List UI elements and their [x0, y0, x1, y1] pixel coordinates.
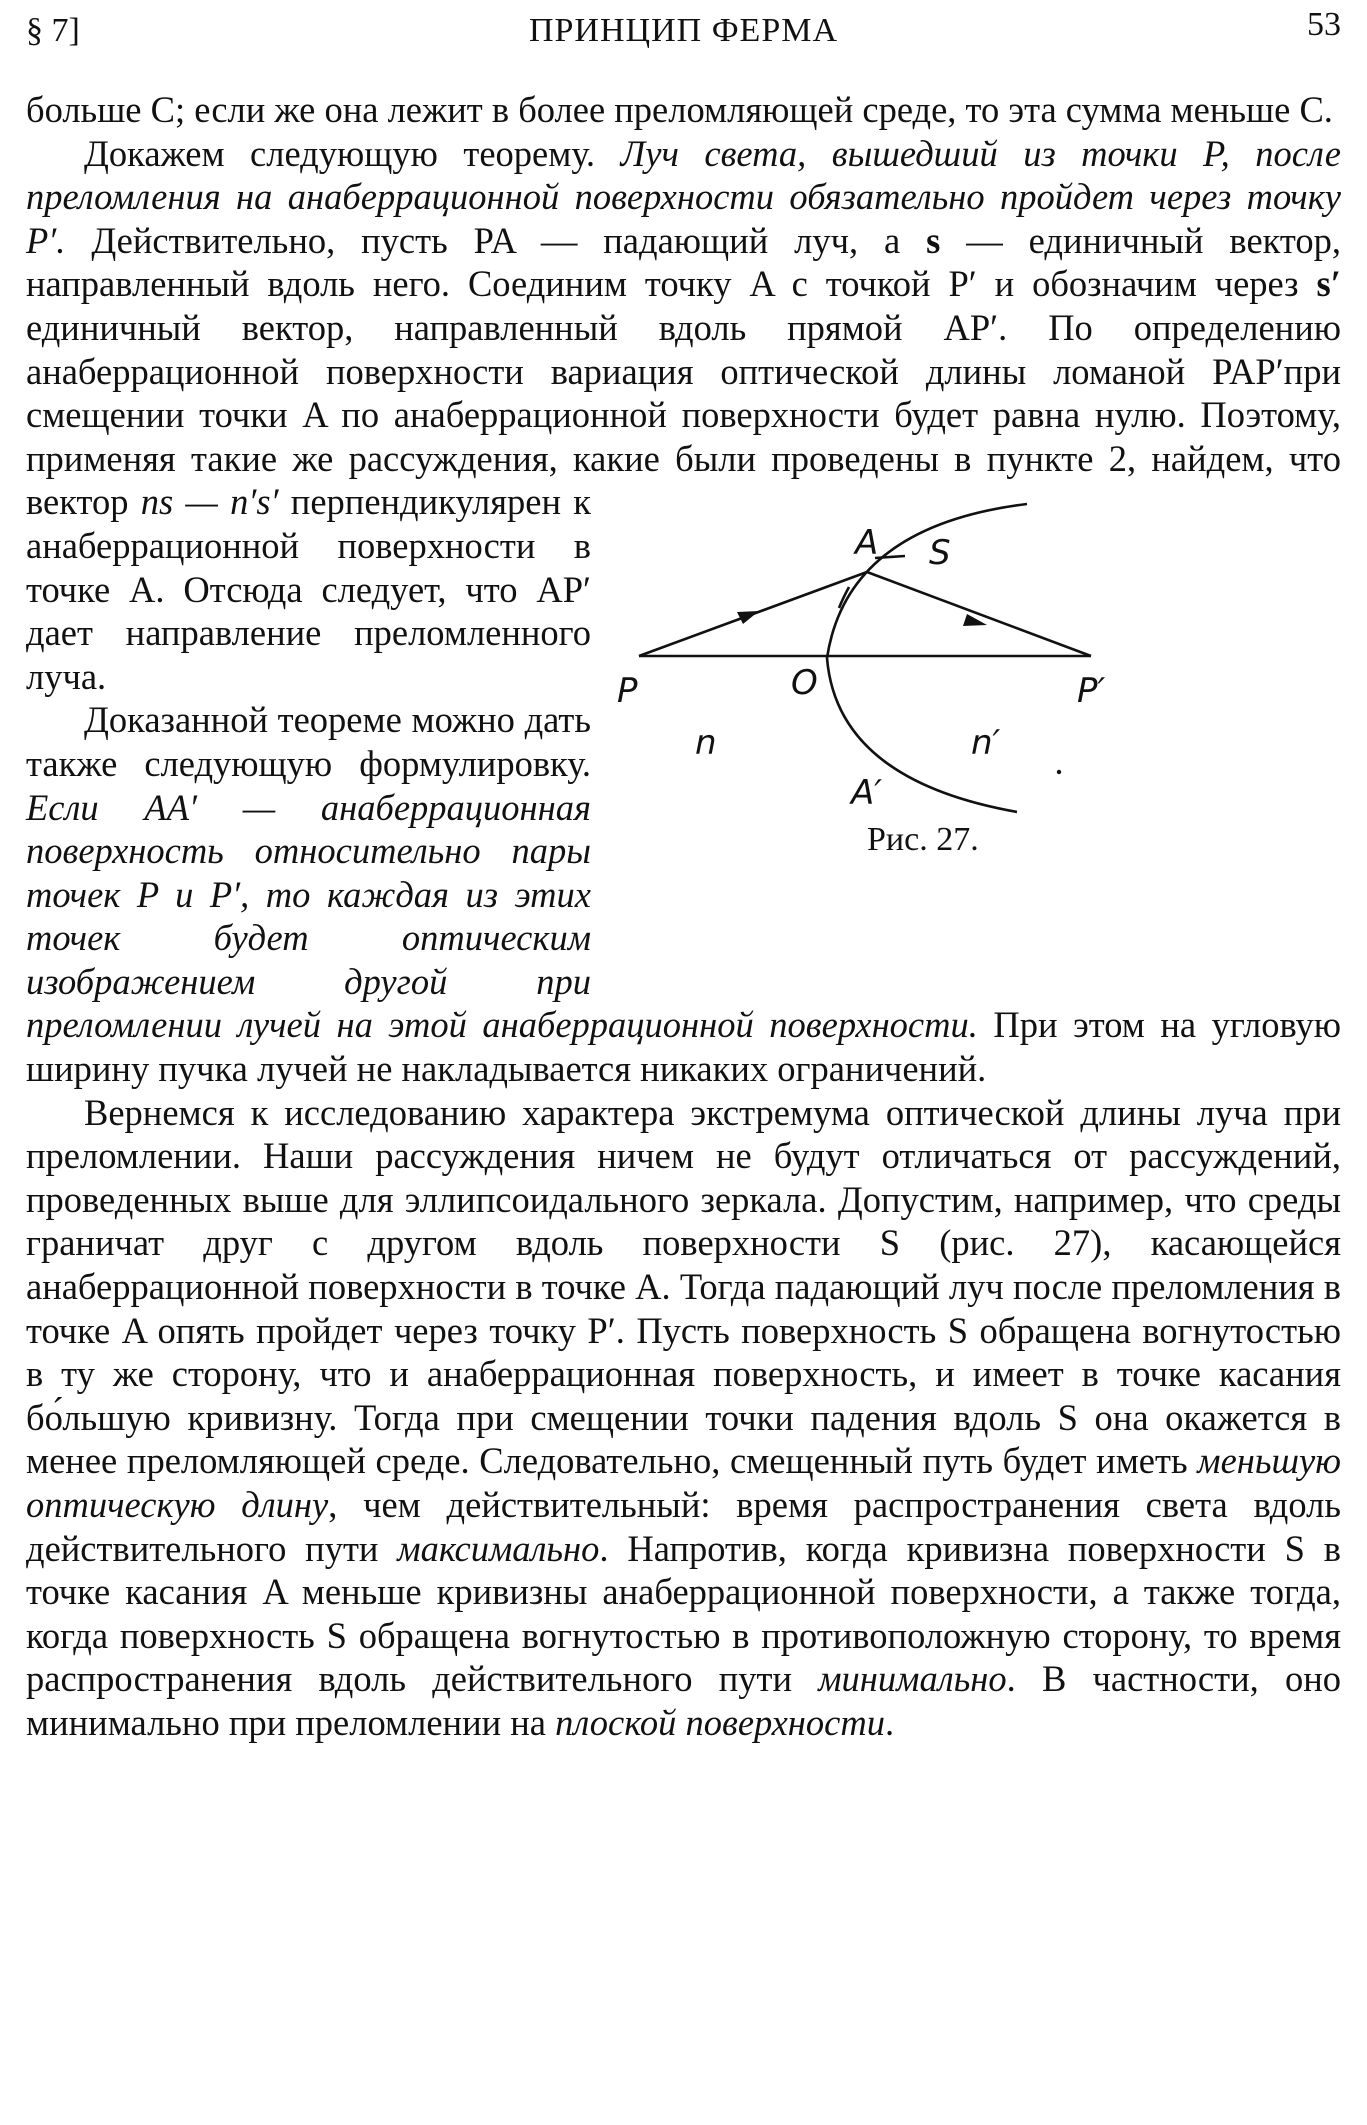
p3-theorem: Если AA′ — анаберрационная поверхность относительно пары точек P и P′, то каждая из этих точек будет оптическим изображением другой при преломлении лучей на этой анаберрационной поверхности. — [26, 786, 978, 1046]
label-s: S — [929, 533, 951, 574]
p2-text-1: Действительно, пусть PA — падающий луч, а — [65, 219, 927, 261]
p4-text-1: Вернемся к исследованию характера экстремума оптической длины луча при преломлении. Наши рассуждения ничем не будут отличаться от рассуждений, проведенных выше для эллипсоидального зеркала. Допустим, например, что среды граничат друг с другом вдоль поверхности S (рис. 27), касающейся анаберрационной поверхности в точке A. Тогда падающий луч после преломления в точке A опять пройдет через точку P′. Пусть поверхность S обращена вогнутостью в ту же сторону, что и анаберрационная поверхность, и имеет в точке касания бо́льшую кривизну. Тогда при смещении точки падения вдоль S она окажется в менее преломляющей среде. Следовательно, смещенный путь будет иметь — [26, 1091, 1341, 1482]
p3-text: При этом на угловую ширину пучка лучей не накладывается никаких ограничений. — [26, 1004, 1341, 1090]
p2-text-2: — единичный вектор, направленный вдоль него. Соединим точку A с точкой P′ и обозначим через — [26, 219, 1341, 305]
label-n: n — [695, 723, 717, 764]
refracted-ray-ap — [867, 572, 1091, 656]
label-p: P — [617, 671, 638, 712]
p4-emph-3: минимально — [818, 1658, 1007, 1700]
label-p-prime: P′ — [1077, 671, 1106, 712]
p4-text-3: . Напротив, когда кривизна поверхности S в точке касания A меньше кривизны анаберрационной поверхности, а также тогда, когда поверхность S обращена вогнутостью в противоположную сторону, то время распространения вдоль действительного пути — [26, 1527, 1341, 1700]
arrow-incident-icon — [737, 611, 759, 624]
figure-caption: Рис. 27. — [867, 821, 979, 859]
label-o: O — [791, 663, 818, 704]
p2-vector-expression: ns — n′s′ — [140, 481, 279, 523]
p2-intro: Докажем следующую теорему. — [84, 132, 621, 174]
p2-text-4: перпендикулярен к анаберрационной поверхности в точке A. Отсюда следует, что AP′ дает направление преломленного луча. — [26, 481, 591, 697]
p3-intro: Доказанной теореме можно дать также следующую формулировку. — [26, 699, 591, 784]
paragraph-1: больше C; если же она лежит в более преломляющей среде, то эта сумма меньше C. — [26, 89, 1333, 130]
p4-emph-4: плоской поверхности — [555, 1701, 885, 1743]
p2-vector-s-prime: s′ — [1316, 263, 1341, 305]
p4-text-2: , чем действительный: время распространения света вдоль действительного пути — [26, 1484, 1342, 1569]
p4-emph-1: меньшую оптическую длину — [26, 1440, 1341, 1525]
page-number: 53 — [1307, 6, 1341, 43]
stray-dot — [1057, 770, 1061, 774]
s-leader-line — [875, 556, 905, 558]
section-number: § 7] — [26, 12, 80, 49]
p4-emph-2: максимально — [397, 1527, 600, 1569]
figure-27 — [609, 480, 1341, 1000]
paragraph-4 — [26, 1091, 1341, 1745]
label-n-prime: n′ — [971, 723, 1001, 764]
p2-theorem: Луч света, вышедший из точки P, после преломления на анаберрационной поверхности обязательно пройдет через точку P′. — [26, 132, 1341, 261]
p2-vector-s: s — [926, 219, 941, 261]
page-header — [26, 6, 1341, 58]
label-a-prime: A′ — [851, 773, 882, 814]
running-title: ПРИНЦИП ФЕРМА — [528, 12, 839, 49]
figure-27-drawing — [609, 480, 1341, 1000]
body-text — [26, 88, 1341, 1745]
p4-text-4: . В частности, оно минимально при преломлении на — [26, 1658, 1341, 1743]
p4-text-5: . — [884, 1701, 895, 1743]
p2-text-3: единичный вектор, направленный вдоль прямой AP′. По определению анаберрационной поверхности вариация оптической длины ломаной PAP′при смещении точки A по анаберрационной поверхности будет равна нулю. Поэтому, применяя такие же рассуждения, какие были проведены в пункте 2, найдем, что вектор — [26, 306, 1341, 523]
label-a: A — [855, 523, 879, 564]
